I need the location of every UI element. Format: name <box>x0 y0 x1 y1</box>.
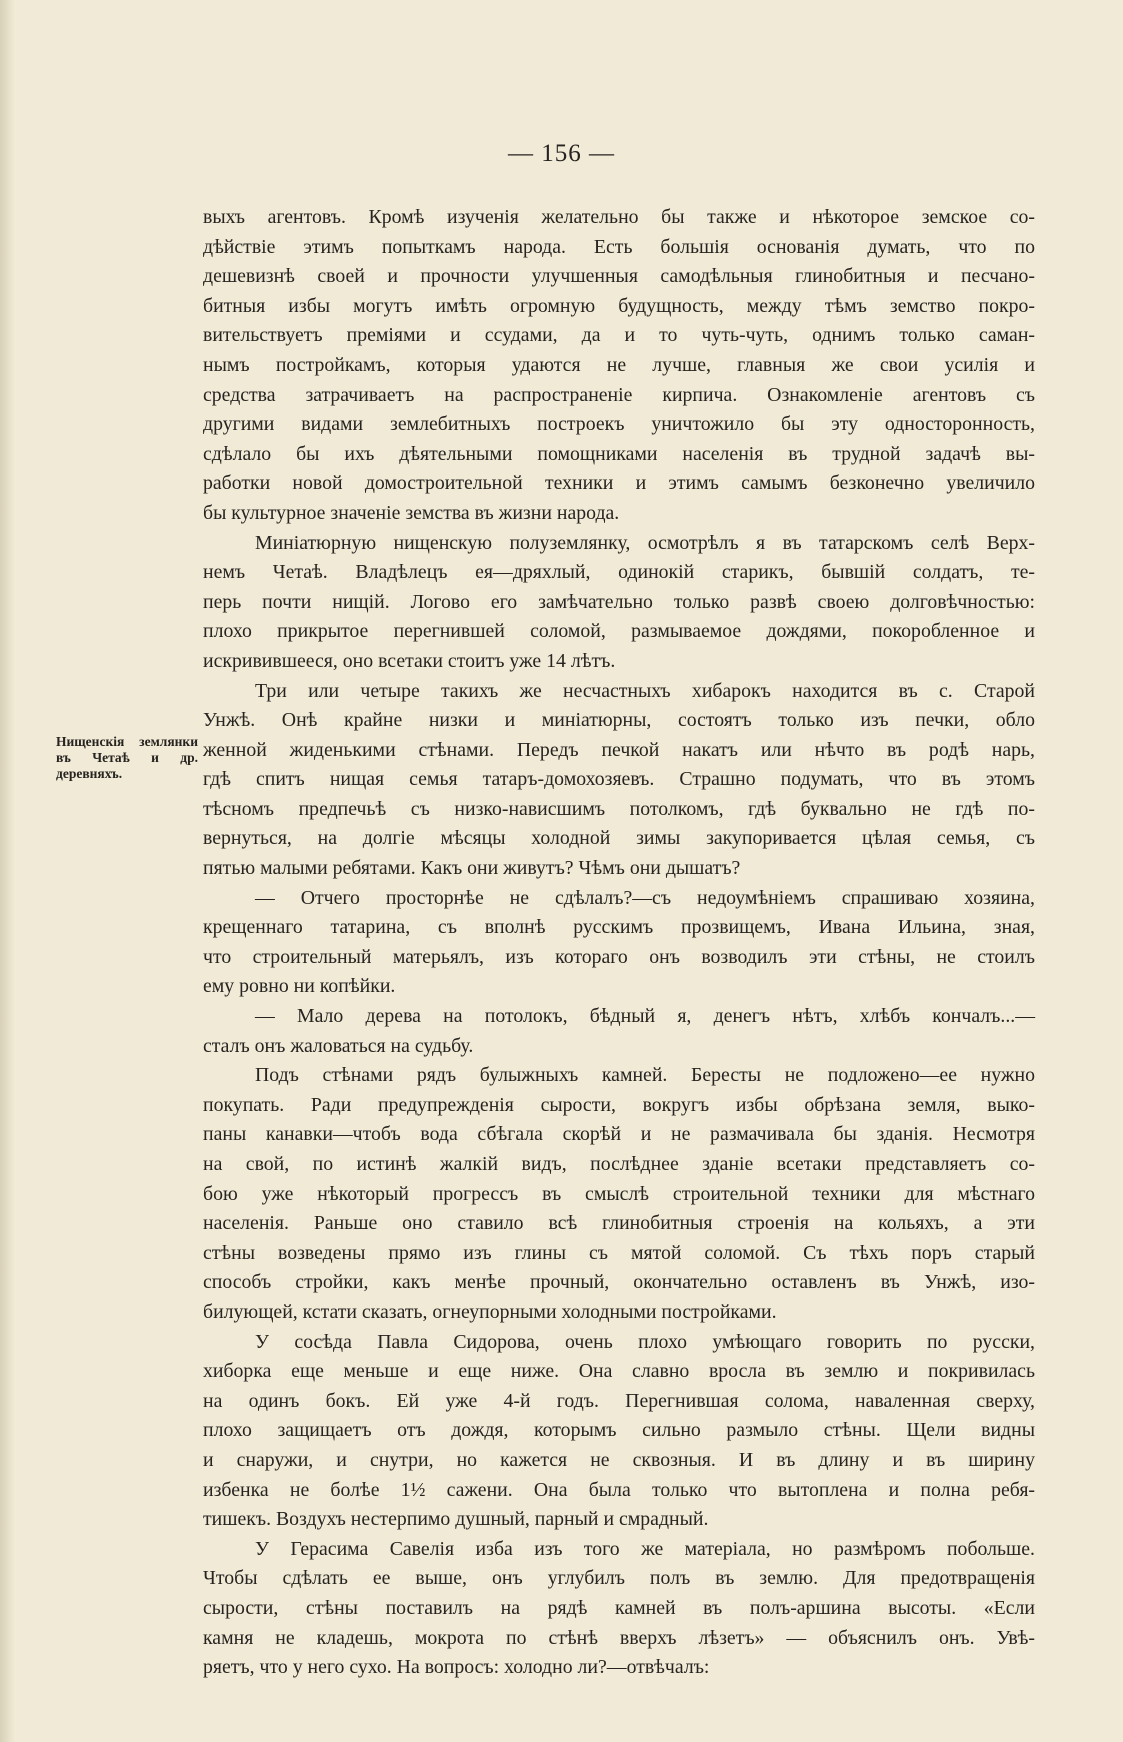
text-line: немъ Четаѣ. Владѣлецъ ея—дряхлый, одинокій старикъ, бывшій солдатъ, те- <box>203 561 1035 584</box>
text-line: хиборка еще меньше и еще ниже. Она славно вросла въ землю и покривилась <box>203 1360 1035 1383</box>
margin-note: Нищенскія землянки въ Четаѣ и др. деревняхъ. <box>56 734 198 781</box>
text-line: гдѣ спитъ нищая семья татаръ-домохозяевъ. Страшно подумать, что въ этомъ <box>203 768 1035 791</box>
text-line: вернуться, на долгіе мѣсяцы холодной зимы закупоривается цѣлая семья, съ <box>203 827 1035 850</box>
text-line: ему ровно ни копѣйки. <box>203 975 396 998</box>
text-line: Подъ стѣнами рядъ булыжныхъ камней. Бересты не подложено—ее нужно <box>255 1064 1035 1087</box>
text-line: сдѣлало бы ихъ дѣятельными помощниками населенія въ трудной задачѣ вы- <box>203 442 1035 465</box>
text-line: способъ стройки, какъ менѣе прочный, окончательно оставленъ въ Унжѣ, изо- <box>203 1271 1035 1294</box>
text-line: дешевизнѣ своей и прочности улучшенныя самодѣльныя глинобитныя и песчано- <box>203 265 1035 288</box>
text-line: и снаружи, и снутри, но кажется не сквозныя. И въ длину и въ ширину <box>203 1448 1035 1471</box>
text-line: работки новой домостроительной техники и этимъ самымъ безконечно увеличило <box>203 472 1035 495</box>
text-line: средства затрачиваетъ на распространеніе кирпича. Ознакомленіе агентовъ съ <box>203 383 1035 406</box>
text-line: другими видами землебитныхъ построекъ уничтожило бы эту односторонность, <box>203 413 1035 436</box>
text-line: бою уже нѣкоторый прогрессъ въ смыслѣ строительной техники для мѣстнаго <box>203 1182 1035 1205</box>
text-line: ряетъ, что у него сухо. На вопросъ: холодно ли?—отвѣчалъ: <box>203 1656 710 1679</box>
text-line: У Герасима Савелія изба изъ того же матеріала, но размѣромъ побольше. <box>255 1537 1035 1560</box>
text-line: сырости, стѣны поставилъ на рядѣ камней въ полъ-аршина высоты. «Если <box>203 1596 1035 1619</box>
text-line: камня не кладешь, мокрота по стѣнѣ вверхъ лѣзетъ» — объяснилъ онъ. Увѣ- <box>203 1626 1035 1649</box>
text-line: на свой, по истинѣ жалкій видъ, послѣднее зданіе всетаки представляетъ со- <box>203 1153 1035 1175</box>
text-line: населенія. Раньше оно ставило всѣ глинобитныя строенія на кольяхъ, а эти <box>203 1212 1035 1235</box>
text-line: что строительный матерьялъ, изъ котораго онъ возводилъ эти стѣны, не стоилъ <box>203 945 1035 968</box>
text-line: стѣны возведены прямо изъ глины съ мятой соломой. Съ тѣхъ поръ старый <box>203 1241 1035 1264</box>
text-line: избенка не болѣе 1½ сажени. Она была только что вытоплена и полна ребя- <box>203 1478 1035 1501</box>
text-line: сталъ онъ жаловаться на судьбу. <box>203 1034 474 1057</box>
text-line: Чтобы сдѣлать ее выше, онъ углубилъ полъ въ землю. Для предотвращенія <box>203 1567 1035 1590</box>
text-line: перь почти нищій. Логово его замѣчательно только развѣ своею долговѣчностью: <box>203 590 1035 613</box>
text-line: искривившееся, оно всетаки стоитъ уже 14 лѣтъ. <box>203 649 616 672</box>
text-line: крещеннаго татарина, съ вполнѣ русскимъ прозвищемъ, Ивана Ильина, зная, <box>203 916 1035 939</box>
text-line: билующей, кстати сказать, огнеупорными холодными постройками. <box>203 1300 777 1323</box>
text-line: битныя избы могутъ имѣть огромную будущность, между тѣмъ земство покро- <box>203 294 1035 317</box>
text-line: бы культурное значеніе земства въ жизни народа. <box>203 501 620 524</box>
text-line: вительствуетъ преміями и ссудами, да и то чуть-чуть, однимъ только саман- <box>203 324 1035 347</box>
text-line: нымъ постройкамъ, которыя удаются не лучше, главныя же свои усилія и <box>203 353 1035 376</box>
text-line: У сосѣда Павла Сидорова, очень плохо умѣющаго говорить по русски, <box>255 1330 1035 1353</box>
text-line: — Отчего просторнѣе не сдѣлалъ?—съ недоумѣніемъ спрашиваю хозяина, <box>255 886 1035 909</box>
text-line: тѣсномъ предпечьѣ съ низко-нависшимъ потолкомъ, гдѣ буквально не гдѣ по- <box>203 797 1035 820</box>
text-line: плохо защищаетъ отъ дождя, которымъ сильно размыло стѣны. Щели видны <box>203 1419 1035 1442</box>
text-line: Миніатюрную нищенскую полуземлянку, осмотрѣлъ я въ татарскомъ селѣ Верх- <box>255 531 1035 554</box>
page-edge <box>0 0 14 1742</box>
text-line: — Мало дерева на потолокъ, бѣдный я, денегъ нѣтъ, хлѣбъ кончалъ...— <box>255 1005 1035 1028</box>
text-line: Унжѣ. Онѣ крайне низки и миніатюрны, состоятъ только изъ печки, обло <box>203 709 1035 732</box>
text-line: покупать. Ради предупрежденія сырости, вокругъ избы обрѣзана земля, выко- <box>203 1093 1035 1116</box>
body-text <box>203 203 1035 1683</box>
text-line: женной жиденькими стѣнами. Передъ печкой накатъ или нѣчто въ родѣ нарь, <box>203 738 1035 761</box>
text-line: дѣйствіе этимъ попыткамъ народа. Есть большія основанія думать, что по <box>203 235 1035 258</box>
page-number: — 156 — <box>508 140 615 167</box>
text-line: выхъ агентовъ. Кромѣ изученія желательно бы также и нѣкоторое земское со- <box>203 206 1035 228</box>
text-line: пятью малыми ребятами. Какъ они живутъ? Чѣмъ они дышатъ? <box>203 857 741 880</box>
text-line: на одинъ бокъ. Ей уже 4-й годъ. Перегнившая солома, наваленная сверху, <box>203 1389 1035 1412</box>
text-line: Три или четыре такихъ же несчастныхъ хибарокъ находится въ с. Старой <box>255 679 1035 702</box>
text-line: паны канавки—чтобъ вода сбѣгала скорѣй и не размачивала бы зданія. Несмотря <box>203 1123 1035 1146</box>
text-line: тишекъ. Воздухъ нестерпимо душный, парный и смрадный. <box>203 1508 709 1531</box>
text-line: плохо прикрытое перегнившей соломой, размываемое дождями, покоробленное и <box>203 620 1035 643</box>
